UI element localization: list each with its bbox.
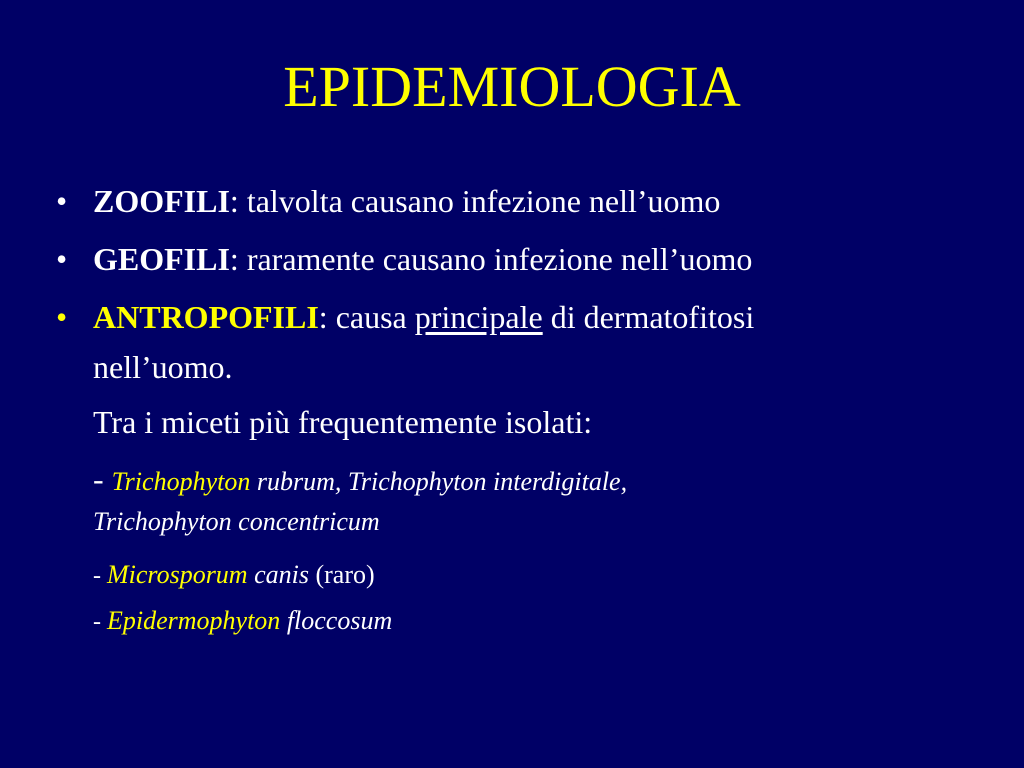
dash: - <box>93 563 107 589</box>
species-line-epidermophyton <box>93 604 392 639</box>
genus-name: Trichophyton <box>111 467 251 496</box>
bullet-description: : talvolta causano infezione nell’uomo <box>229 183 721 219</box>
species-line-trichophyton <box>93 462 627 499</box>
bullet-marker: • <box>56 241 68 277</box>
species-name: floccosum <box>280 606 393 635</box>
bullet-text <box>93 298 754 336</box>
bullet-description-before: : causa <box>318 299 415 335</box>
bullet-marker: • <box>56 183 68 219</box>
intro-line: Tra i miceti più frequentemente isolati: <box>93 404 593 440</box>
dash: - <box>93 461 112 497</box>
bullet-text <box>93 182 720 220</box>
bullet-term: GEOFILI <box>93 241 230 277</box>
bullet-term: ZOOFILI <box>93 183 230 219</box>
bullet-text <box>93 240 752 278</box>
species-name: canis <box>247 560 309 589</box>
species-rest: rubrum, Trichophyton interdigitale, <box>250 467 628 496</box>
genus-name: Epidermophyton <box>107 606 281 635</box>
bullet-underlined-word: principale <box>414 299 543 335</box>
bullet-marker: • <box>56 299 68 335</box>
bullet-description: : raramente causano infezione nell’uomo <box>229 241 753 277</box>
dash: - <box>93 609 107 635</box>
species-line-microsporum <box>93 558 375 593</box>
slide-title: EPIDEMIOLOGIA <box>283 54 741 119</box>
bullet-term: ANTROPOFILI <box>93 299 319 335</box>
genus-name: Microsporum <box>107 560 248 589</box>
species-line-continuation: Trichophyton concentricum <box>93 507 380 536</box>
bullet-continuation: nell’uomo. <box>93 349 233 385</box>
species-note: (raro) <box>308 560 375 589</box>
bullet-description-after: di dermatofitosi <box>542 299 755 335</box>
